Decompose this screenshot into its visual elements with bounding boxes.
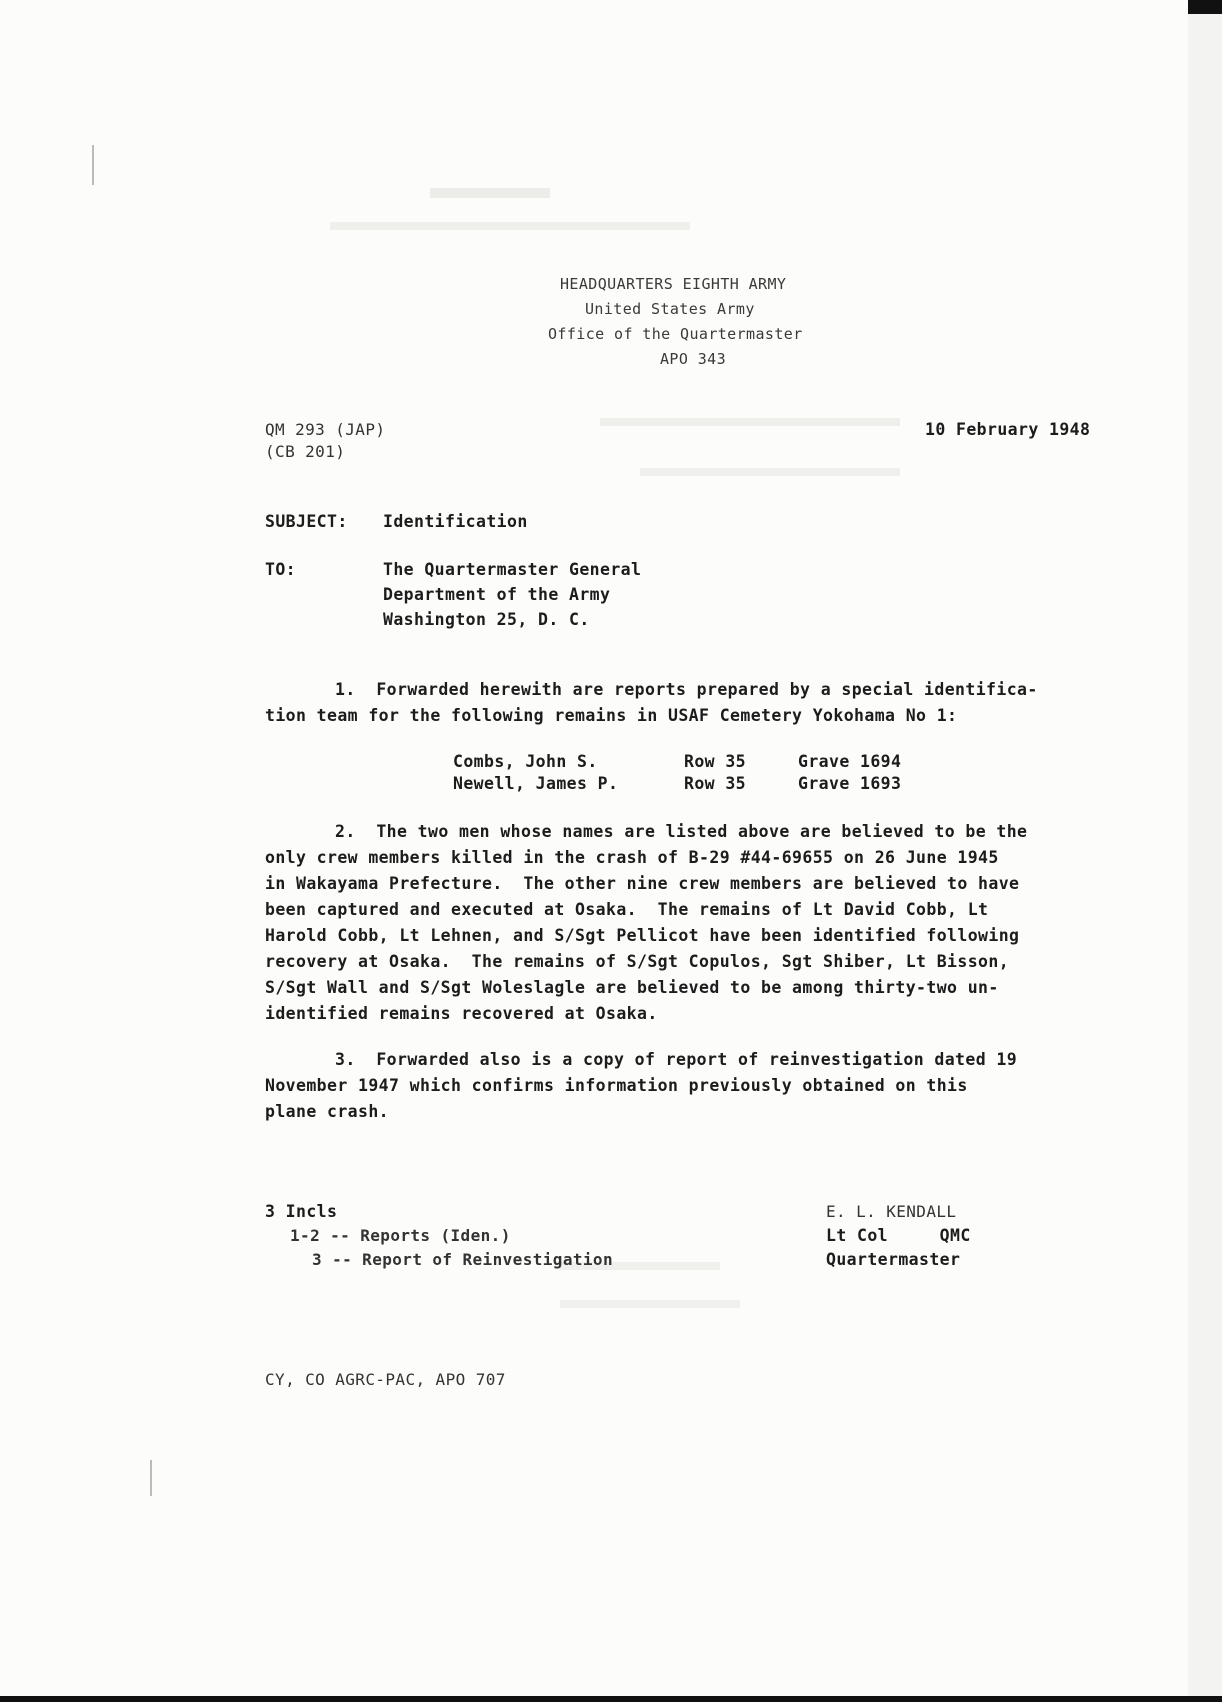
subject-value: Identification [383, 512, 528, 531]
paragraph-1-line-2: tion team for the following remains in USAF Cemetery Yokohama No 1: [265, 706, 958, 725]
letter-date: 10 February 1948 [925, 420, 1091, 439]
inclosures-title: 3 Incls [265, 1202, 338, 1221]
to-line-1: The Quartermaster General [383, 560, 642, 579]
scan-speck [92, 145, 94, 185]
scan-bottom-edge [0, 1696, 1222, 1702]
scan-speck [150, 1460, 152, 1496]
remains-row: Row 35 [684, 774, 747, 793]
subject-label: SUBJECT: [265, 512, 348, 531]
remains-grave: Grave 1694 [798, 752, 902, 771]
paragraph-2-line-7: S/Sgt Wall and S/Sgt Woleslagle are believed to be among thirty-two un- [265, 978, 999, 997]
letterhead-line-3: Office of the Quartermaster [548, 325, 803, 343]
letterhead-line-1: HEADQUARTERS EIGHTH ARMY [560, 275, 787, 293]
copy-distribution: CY, CO AGRC-PAC, APO 707 [265, 1370, 506, 1389]
file-reference: QM 293 (JAP) [265, 420, 386, 439]
letterhead-line-2: United States Army [585, 300, 755, 318]
paragraph-1-line-1: 1. Forwarded herewith are reports prepared by a special identifica- [335, 680, 1038, 699]
remains-row: Row 35 [684, 752, 747, 771]
paragraph-2-line-1: 2. The two men whose names are listed above are believed to be the [335, 822, 1028, 841]
remains-name: Newell, James P. [453, 774, 619, 793]
paragraph-2-line-3: in Wakayama Prefecture. The other nine crew members are believed to have [265, 874, 1020, 893]
bleed-through [560, 1300, 740, 1308]
inclosure-item: 3 -- Report of Reinvestigation [312, 1250, 613, 1269]
paragraph-2-line-4: been captured and executed at Osaka. The remains of Lt David Cobb, Lt [265, 900, 989, 919]
paragraph-3-line-2: November 1947 which confirms information previously obtained on this [265, 1076, 968, 1095]
bleed-through [600, 418, 900, 426]
file-reference-2: (CB 201) [265, 442, 346, 461]
remains-name: Combs, John S. [453, 752, 598, 771]
paragraph-2-line-6: recovery at Osaka. The remains of S/Sgt Copulos, Sgt Shiber, Lt Bisson, [265, 952, 1010, 971]
to-label: TO: [265, 560, 297, 579]
to-line-3: Washington 25, D. C. [383, 610, 590, 629]
bleed-through [330, 222, 690, 230]
letterhead-line-4: APO 343 [660, 350, 727, 368]
inclosure-item: 1-2 -- Reports (Iden.) [290, 1226, 511, 1245]
paragraph-2-line-8: identified remains recovered at Osaka. [265, 1004, 658, 1023]
signature-title: Quartermaster [826, 1250, 961, 1269]
paragraph-3-line-1: 3. Forwarded also is a copy of report of reinvestigation dated 19 [335, 1050, 1018, 1069]
to-line-2: Department of the Army [383, 585, 611, 604]
signature-name: E. L. KENDALL [826, 1202, 957, 1221]
remains-grave: Grave 1693 [798, 774, 902, 793]
scan-corner [1188, 0, 1222, 14]
bleed-through [430, 188, 550, 198]
paragraph-3-line-3: plane crash. [265, 1102, 390, 1121]
paragraph-2-line-5: Harold Cobb, Lt Lehnen, and S/Sgt Pellicot have been identified following [265, 926, 1020, 945]
scan-edge [1188, 0, 1222, 1702]
bleed-through [640, 468, 900, 476]
paragraph-2-line-2: only crew members killed in the crash of B-29 #44-69655 on 26 June 1945 [265, 848, 999, 867]
signature-rank: Lt Col QMC [826, 1226, 971, 1245]
